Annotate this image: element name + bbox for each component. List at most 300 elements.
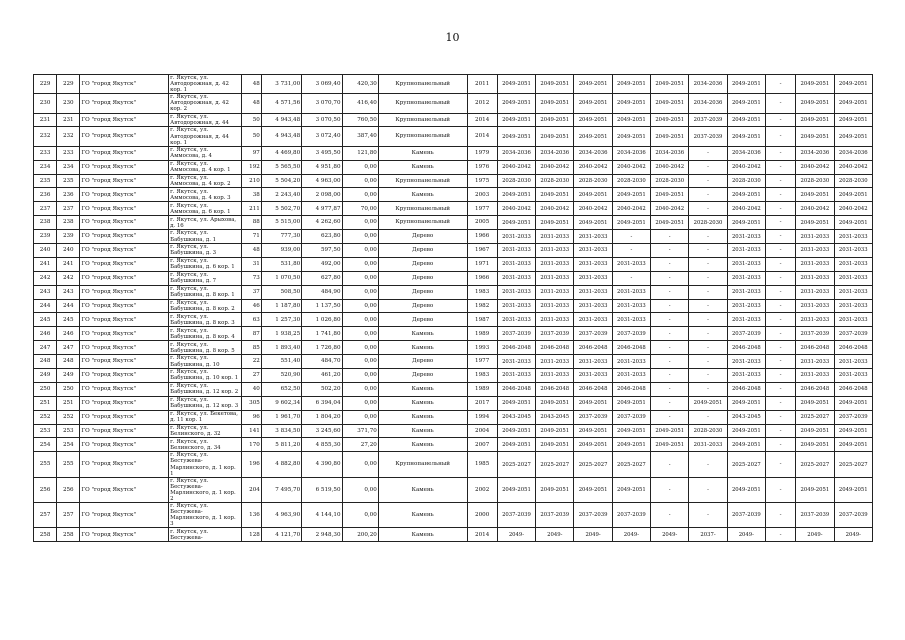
wall-material-cell: Камень xyxy=(378,503,467,528)
period-5-cell: 2049-2051 xyxy=(651,127,689,146)
period-5-cell: 2049-2051 xyxy=(651,188,689,202)
build-year-cell: 1982 xyxy=(467,299,497,313)
period-10-cell: 2031-2033 xyxy=(834,285,872,299)
period-6-cell: - xyxy=(689,452,727,477)
period-1-cell: 2031-2033 xyxy=(497,313,535,327)
period-7-cell: 2049-2051 xyxy=(727,94,765,113)
period-3-cell: 2040-2042 xyxy=(574,202,612,216)
wall-material-cell: Крупнопанельный xyxy=(378,127,467,146)
period-9-cell: 2049-2051 xyxy=(796,438,834,452)
row-number-cell: 258 xyxy=(34,528,57,542)
period-2-cell: 2049-2051 xyxy=(536,75,574,94)
wall-material-cell: Крупнопанельный xyxy=(378,174,467,188)
municipality-cell: ГО "город Якутск" xyxy=(80,438,169,452)
living-area-cell: 492,00 xyxy=(302,257,342,271)
period-10-cell: 2025-2027 xyxy=(834,452,872,477)
row-number-cell: 240 xyxy=(34,243,57,257)
apartments-cell: 46 xyxy=(241,299,261,313)
period-7-cell: 2049-2051 xyxy=(727,188,765,202)
table-row xyxy=(34,438,873,452)
apartments-cell: 22 xyxy=(241,355,261,369)
period-2-cell: 2049-2051 xyxy=(536,477,574,502)
period-10-cell: 2028-2030 xyxy=(834,174,872,188)
total-area-cell: 5 565,50 xyxy=(261,160,301,174)
period-9-cell: 2037-2039 xyxy=(796,503,834,528)
row-number-cell: 255 xyxy=(34,452,57,477)
build-year-cell: 2012 xyxy=(467,94,497,113)
period-3-cell: 2028-2030 xyxy=(574,174,612,188)
period-5-cell: 2040-2042 xyxy=(651,202,689,216)
apartments-cell: 71 xyxy=(241,230,261,244)
total-area-cell: 1 938,25 xyxy=(261,327,301,341)
period-9-cell: 2031-2033 xyxy=(796,230,834,244)
build-year-cell: 1977 xyxy=(467,355,497,369)
apartments-cell: 136 xyxy=(241,503,261,528)
period-9-cell: 2031-2033 xyxy=(796,313,834,327)
period-7-cell: 2037-2039 xyxy=(727,327,765,341)
period-7-cell: 2025-2027 xyxy=(727,452,765,477)
table-row xyxy=(34,75,873,94)
nonresidential-area-cell: 416,40 xyxy=(342,94,378,113)
period-4-cell: 2049-2051 xyxy=(612,94,650,113)
period-4-cell: 2046-2048 xyxy=(612,341,650,355)
period-6-cell: 2031-2033 xyxy=(689,438,727,452)
period-2-cell: 2046-2048 xyxy=(536,341,574,355)
period-9-cell: 2046-2048 xyxy=(796,341,834,355)
apartments-cell: 170 xyxy=(241,438,261,452)
municipality-cell: ГО "город Якутск" xyxy=(80,424,169,438)
row-number-cell: 234 xyxy=(34,160,57,174)
table-row xyxy=(34,299,873,313)
page-number: 10 xyxy=(445,31,460,44)
period-7-cell: 2031-2033 xyxy=(727,257,765,271)
period-8-cell: - xyxy=(765,257,795,271)
nonresidential-area-cell: 0,00 xyxy=(342,410,378,424)
period-9-cell: 2031-2033 xyxy=(796,285,834,299)
object-number-cell: 234 xyxy=(57,160,80,174)
apartments-cell: 73 xyxy=(241,271,261,285)
municipality-cell: ГО "город Якутск" xyxy=(80,230,169,244)
nonresidential-area-cell: 420,30 xyxy=(342,75,378,94)
row-number-cell: 230 xyxy=(34,94,57,113)
period-4-cell: - xyxy=(612,271,650,285)
period-1-cell: 2040-2042 xyxy=(497,202,535,216)
period-1-cell: 2031-2033 xyxy=(497,355,535,369)
period-1-cell: 2049-2051 xyxy=(497,216,535,230)
total-area-cell: 652,50 xyxy=(261,382,301,396)
nonresidential-area-cell: 0,00 xyxy=(342,257,378,271)
period-6-cell: - xyxy=(689,355,727,369)
period-1-cell: 2031-2033 xyxy=(497,285,535,299)
build-year-cell: 1975 xyxy=(467,174,497,188)
period-4-cell: 2049-2051 xyxy=(612,113,650,127)
period-4-cell: - xyxy=(612,230,650,244)
period-1-cell: 2043-2045 xyxy=(497,410,535,424)
period-8-cell: - xyxy=(765,327,795,341)
period-9-cell: 2049-2051 xyxy=(796,477,834,502)
period-1-cell: 2031-2033 xyxy=(497,257,535,271)
object-number-cell: 239 xyxy=(57,230,80,244)
period-10-cell: 2046-2048 xyxy=(834,341,872,355)
period-4-cell: 2025-2027 xyxy=(612,452,650,477)
period-10-cell: 2040-2042 xyxy=(834,160,872,174)
object-number-cell: 247 xyxy=(57,341,80,355)
apartments-cell: 196 xyxy=(241,452,261,477)
period-1-cell: 2049-2051 xyxy=(497,477,535,502)
nonresidential-area-cell: 0,00 xyxy=(342,327,378,341)
period-3-cell: 2031-2033 xyxy=(574,285,612,299)
period-8-cell: - xyxy=(765,188,795,202)
period-8-cell: - xyxy=(765,243,795,257)
period-5-cell: - xyxy=(651,313,689,327)
nonresidential-area-cell: 371,70 xyxy=(342,424,378,438)
nonresidential-area-cell: 0,00 xyxy=(342,313,378,327)
table-row xyxy=(34,396,873,410)
period-4-cell: 2040-2042 xyxy=(612,160,650,174)
municipality-cell: ГО "город Якутск" xyxy=(80,202,169,216)
period-2-cell: 2031-2033 xyxy=(536,243,574,257)
address-cell: г. Якутск, ул. Бабушкина, д. 12 кор. 3 xyxy=(169,396,242,410)
period-10-cell: 2037-2039 xyxy=(834,410,872,424)
apartments-cell: 63 xyxy=(241,313,261,327)
object-number-cell: 241 xyxy=(57,257,80,271)
wall-material-cell: Камень xyxy=(378,341,467,355)
wall-material-cell: Камень xyxy=(378,327,467,341)
period-9-cell: 2031-2033 xyxy=(796,271,834,285)
total-area-cell: 531,80 xyxy=(261,257,301,271)
period-8-cell: - xyxy=(765,146,795,160)
build-year-cell: 2000 xyxy=(467,503,497,528)
period-6-cell: 2037-2039 xyxy=(689,113,727,127)
period-8-cell: - xyxy=(765,355,795,369)
municipality-cell: ГО "город Якутск" xyxy=(80,313,169,327)
period-2-cell: 2049-2051 xyxy=(536,127,574,146)
period-2-cell: 2049-2051 xyxy=(536,94,574,113)
living-area-cell: 2 948,30 xyxy=(302,528,342,542)
living-area-cell: 623,80 xyxy=(302,230,342,244)
address-cell: г. Якутск, ул. Аммосова, д. 4 кор. 1 xyxy=(169,160,242,174)
total-area-cell: 5 515,00 xyxy=(261,216,301,230)
period-2-cell: 2049- xyxy=(536,528,574,542)
period-6-cell: - xyxy=(689,271,727,285)
total-area-cell: 508,50 xyxy=(261,285,301,299)
period-10-cell: 2049-2051 xyxy=(834,396,872,410)
period-10-cell: 2049-2051 xyxy=(834,113,872,127)
municipality-cell: ГО "город Якутск" xyxy=(80,127,169,146)
period-6-cell: 2049-2051 xyxy=(689,396,727,410)
period-9-cell: 2049-2051 xyxy=(796,113,834,127)
period-1-cell: 2031-2033 xyxy=(497,299,535,313)
period-7-cell: 2049-2051 xyxy=(727,396,765,410)
period-2-cell: 2031-2033 xyxy=(536,230,574,244)
period-4-cell: 2049-2051 xyxy=(612,424,650,438)
table-row xyxy=(34,257,873,271)
row-number-cell: 246 xyxy=(34,327,57,341)
nonresidential-area-cell: 387,40 xyxy=(342,127,378,146)
living-area-cell: 4 963,00 xyxy=(302,174,342,188)
period-6-cell: - xyxy=(689,230,727,244)
period-3-cell: 2031-2033 xyxy=(574,257,612,271)
table-row xyxy=(34,341,873,355)
nonresidential-area-cell: 0,00 xyxy=(342,503,378,528)
living-area-cell: 4 390,80 xyxy=(302,452,342,477)
build-year-cell: 2005 xyxy=(467,216,497,230)
object-number-cell: 245 xyxy=(57,313,80,327)
period-4-cell: 2049- xyxy=(612,528,650,542)
address-cell: г. Якутск, ул. Бабушкина, д. 8 кор. 5 xyxy=(169,341,242,355)
period-6-cell: - xyxy=(689,202,727,216)
period-9-cell: 2049-2051 xyxy=(796,424,834,438)
nonresidential-area-cell: 0,00 xyxy=(342,355,378,369)
build-year-cell: 2014 xyxy=(467,113,497,127)
object-number-cell: 229 xyxy=(57,75,80,94)
wall-material-cell: Крупнопанельный xyxy=(378,452,467,477)
period-1-cell: 2049-2051 xyxy=(497,113,535,127)
period-5-cell: 2049-2051 xyxy=(651,113,689,127)
period-8-cell: - xyxy=(765,271,795,285)
period-9-cell: 2031-2033 xyxy=(796,243,834,257)
period-3-cell: 2049-2051 xyxy=(574,75,612,94)
period-3-cell: 2049- xyxy=(574,528,612,542)
period-10-cell: 2034-2036 xyxy=(834,146,872,160)
period-7-cell: 2031-2033 xyxy=(727,355,765,369)
period-6-cell: - xyxy=(689,477,727,502)
period-7-cell: 2049-2051 xyxy=(727,424,765,438)
nonresidential-area-cell: 0,00 xyxy=(342,271,378,285)
municipality-cell: ГО "город Якутск" xyxy=(80,174,169,188)
living-area-cell: 1 726,80 xyxy=(302,341,342,355)
period-10-cell: 2031-2033 xyxy=(834,230,872,244)
municipality-cell: ГО "город Якутск" xyxy=(80,452,169,477)
municipality-cell: ГО "город Якутск" xyxy=(80,355,169,369)
period-10-cell: 2031-2033 xyxy=(834,313,872,327)
apartments-cell: 50 xyxy=(241,127,261,146)
address-cell: г. Якутск, ул. Автодорожная, д. 44 кор. 1 xyxy=(169,127,242,146)
period-2-cell: 2046-2048 xyxy=(536,382,574,396)
living-area-cell: 484,70 xyxy=(302,355,342,369)
period-6-cell: 2034-2036 xyxy=(689,94,727,113)
total-area-cell: 1 070,50 xyxy=(261,271,301,285)
nonresidential-area-cell: 0,00 xyxy=(342,230,378,244)
total-area-cell: 7 495,70 xyxy=(261,477,301,502)
object-number-cell: 244 xyxy=(57,299,80,313)
wall-material-cell: Камень xyxy=(378,160,467,174)
period-6-cell: - xyxy=(689,285,727,299)
living-area-cell: 597,50 xyxy=(302,243,342,257)
object-number-cell: 257 xyxy=(57,503,80,528)
period-10-cell: 2031-2033 xyxy=(834,355,872,369)
table-row xyxy=(34,146,873,160)
row-number-cell: 235 xyxy=(34,174,57,188)
total-area-cell: 5 504,20 xyxy=(261,174,301,188)
period-7-cell: 2040-2042 xyxy=(727,202,765,216)
address-cell: г. Якутск, ул. Бабушкина, д. 8 кор. 4 xyxy=(169,327,242,341)
period-10-cell: 2049-2051 xyxy=(834,75,872,94)
period-1-cell: 2040-2042 xyxy=(497,160,535,174)
period-2-cell: 2037-2039 xyxy=(536,503,574,528)
municipality-cell: ГО "город Якутск" xyxy=(80,285,169,299)
total-area-cell: 3 731,00 xyxy=(261,75,301,94)
period-1-cell: 2025-2027 xyxy=(497,452,535,477)
build-year-cell: 2011 xyxy=(467,75,497,94)
period-6-cell: 2034-2036 xyxy=(689,75,727,94)
period-6-cell: - xyxy=(689,174,727,188)
period-7-cell: 2037-2039 xyxy=(727,503,765,528)
period-4-cell: 2049-2051 xyxy=(612,477,650,502)
wall-material-cell: Камень xyxy=(378,188,467,202)
period-6-cell: - xyxy=(689,382,727,396)
period-2-cell: 2031-2033 xyxy=(536,313,574,327)
row-number-cell: 249 xyxy=(34,368,57,382)
address-cell: г. Якутск, ул. Аммосова, д. 6 кор. 1 xyxy=(169,202,242,216)
period-9-cell: 2025-2027 xyxy=(796,410,834,424)
address-cell: г. Якутск, ул. Аммосова, д. 4 xyxy=(169,146,242,160)
period-5-cell: - xyxy=(651,299,689,313)
address-cell: г. Якутск, ул. Автодорожная, д. 44 xyxy=(169,113,242,127)
build-year-cell: 1989 xyxy=(467,327,497,341)
object-number-cell: 237 xyxy=(57,202,80,216)
apartments-cell: 38 xyxy=(241,188,261,202)
apartments-cell: 204 xyxy=(241,477,261,502)
period-10-cell: 2031-2033 xyxy=(834,271,872,285)
period-5-cell: - xyxy=(651,382,689,396)
period-2-cell: 2040-2042 xyxy=(536,202,574,216)
living-area-cell: 1 137,50 xyxy=(302,299,342,313)
living-area-cell: 1 804,20 xyxy=(302,410,342,424)
period-3-cell: 2049-2051 xyxy=(574,216,612,230)
period-10-cell: 2049- xyxy=(834,528,872,542)
living-area-cell: 2 098,00 xyxy=(302,188,342,202)
build-year-cell: 2002 xyxy=(467,477,497,502)
municipality-cell: ГО "город Якутск" xyxy=(80,477,169,502)
living-area-cell: 3 495,50 xyxy=(302,146,342,160)
row-number-cell: 232 xyxy=(34,127,57,146)
period-8-cell: - xyxy=(765,174,795,188)
period-3-cell: 2046-2048 xyxy=(574,341,612,355)
period-5-cell: - xyxy=(651,243,689,257)
period-1-cell: 2031-2033 xyxy=(497,271,535,285)
address-cell: г. Якутск, ул. Бабушкина, д. 12 кор. 2 xyxy=(169,382,242,396)
build-year-cell: 2004 xyxy=(467,424,497,438)
wall-material-cell: Дерево xyxy=(378,243,467,257)
wall-material-cell: Камень xyxy=(378,382,467,396)
period-7-cell: 2031-2033 xyxy=(727,313,765,327)
period-4-cell: 2049-2051 xyxy=(612,75,650,94)
living-area-cell: 502,20 xyxy=(302,382,342,396)
object-number-cell: 249 xyxy=(57,368,80,382)
period-2-cell: 2049-2051 xyxy=(536,424,574,438)
period-7-cell: 2031-2033 xyxy=(727,285,765,299)
period-3-cell: 2049-2051 xyxy=(574,477,612,502)
table-row xyxy=(34,94,873,113)
apartments-cell: 305 xyxy=(241,396,261,410)
period-1-cell: 2046-2048 xyxy=(497,341,535,355)
apartments-cell: 88 xyxy=(241,216,261,230)
nonresidential-area-cell: 0,00 xyxy=(342,452,378,477)
total-area-cell: 777,30 xyxy=(261,230,301,244)
period-9-cell: 2031-2033 xyxy=(796,299,834,313)
municipality-cell: ГО "город Якутск" xyxy=(80,188,169,202)
wall-material-cell: Крупнопанельный xyxy=(378,216,467,230)
municipality-cell: ГО "город Якутск" xyxy=(80,271,169,285)
living-area-cell: 461,20 xyxy=(302,368,342,382)
wall-material-cell: Камень xyxy=(378,438,467,452)
municipality-cell: ГО "город Якутск" xyxy=(80,396,169,410)
nonresidential-area-cell: 0,00 xyxy=(342,216,378,230)
nonresidential-area-cell: 70,00 xyxy=(342,202,378,216)
period-2-cell: 2031-2033 xyxy=(536,355,574,369)
period-4-cell: 2028-2030 xyxy=(612,174,650,188)
wall-material-cell: Дерево xyxy=(378,230,467,244)
period-2-cell: 2031-2033 xyxy=(536,368,574,382)
period-9-cell: 2049-2051 xyxy=(796,396,834,410)
apartments-cell: 50 xyxy=(241,113,261,127)
address-cell: г. Якутск, ул. Бекетова, д. 11 кор. 1 xyxy=(169,410,242,424)
period-6-cell: - xyxy=(689,243,727,257)
apartments-cell: 31 xyxy=(241,257,261,271)
period-10-cell: 2031-2033 xyxy=(834,368,872,382)
table-row xyxy=(34,327,873,341)
living-area-cell: 4 977,87 xyxy=(302,202,342,216)
period-1-cell: 2049-2051 xyxy=(497,75,535,94)
period-8-cell: - xyxy=(765,313,795,327)
total-area-cell: 939,00 xyxy=(261,243,301,257)
period-3-cell: 2031-2033 xyxy=(574,299,612,313)
period-8-cell: - xyxy=(765,113,795,127)
total-area-cell: 551,40 xyxy=(261,355,301,369)
apartments-cell: 97 xyxy=(241,146,261,160)
table-row xyxy=(34,174,873,188)
period-4-cell: 2031-2033 xyxy=(612,368,650,382)
living-area-cell: 484,90 xyxy=(302,285,342,299)
period-3-cell: 2049-2051 xyxy=(574,113,612,127)
nonresidential-area-cell: 0,00 xyxy=(342,285,378,299)
nonresidential-area-cell: 0,00 xyxy=(342,243,378,257)
row-number-cell: 241 xyxy=(34,257,57,271)
period-6-cell: - xyxy=(689,410,727,424)
nonresidential-area-cell: 0,00 xyxy=(342,477,378,502)
municipality-cell: ГО "город Якутск" xyxy=(80,368,169,382)
table-row xyxy=(34,271,873,285)
object-number-cell: 248 xyxy=(57,355,80,369)
period-7-cell: 2049-2051 xyxy=(727,477,765,502)
period-2-cell: 2049-2051 xyxy=(536,396,574,410)
period-3-cell: 2049-2051 xyxy=(574,396,612,410)
address-cell: г. Якутск, ул. Бабушкина, д. 10 xyxy=(169,355,242,369)
period-1-cell: 2049-2051 xyxy=(497,127,535,146)
period-7-cell: 2049-2051 xyxy=(727,127,765,146)
period-8-cell: - xyxy=(765,230,795,244)
period-3-cell: 2049-2051 xyxy=(574,438,612,452)
period-3-cell: 2031-2033 xyxy=(574,271,612,285)
period-1-cell: 2049-2051 xyxy=(497,188,535,202)
period-9-cell: 2037-2039 xyxy=(796,327,834,341)
table-row xyxy=(34,410,873,424)
period-9-cell: 2049-2051 xyxy=(796,75,834,94)
period-5-cell: - xyxy=(651,327,689,341)
row-number-cell: 244 xyxy=(34,299,57,313)
nonresidential-area-cell: 0,00 xyxy=(342,160,378,174)
build-year-cell: 2014 xyxy=(467,528,497,542)
period-10-cell: 2037-2039 xyxy=(834,503,872,528)
address-cell: г. Якутск, ул. Бабушкина, д. 3 xyxy=(169,243,242,257)
wall-material-cell: Камень xyxy=(378,396,467,410)
nonresidential-area-cell: 0,00 xyxy=(342,174,378,188)
table-body xyxy=(34,75,873,542)
wall-material-cell: Камень xyxy=(378,424,467,438)
object-number-cell: 243 xyxy=(57,285,80,299)
period-10-cell: 2049-2051 xyxy=(834,127,872,146)
